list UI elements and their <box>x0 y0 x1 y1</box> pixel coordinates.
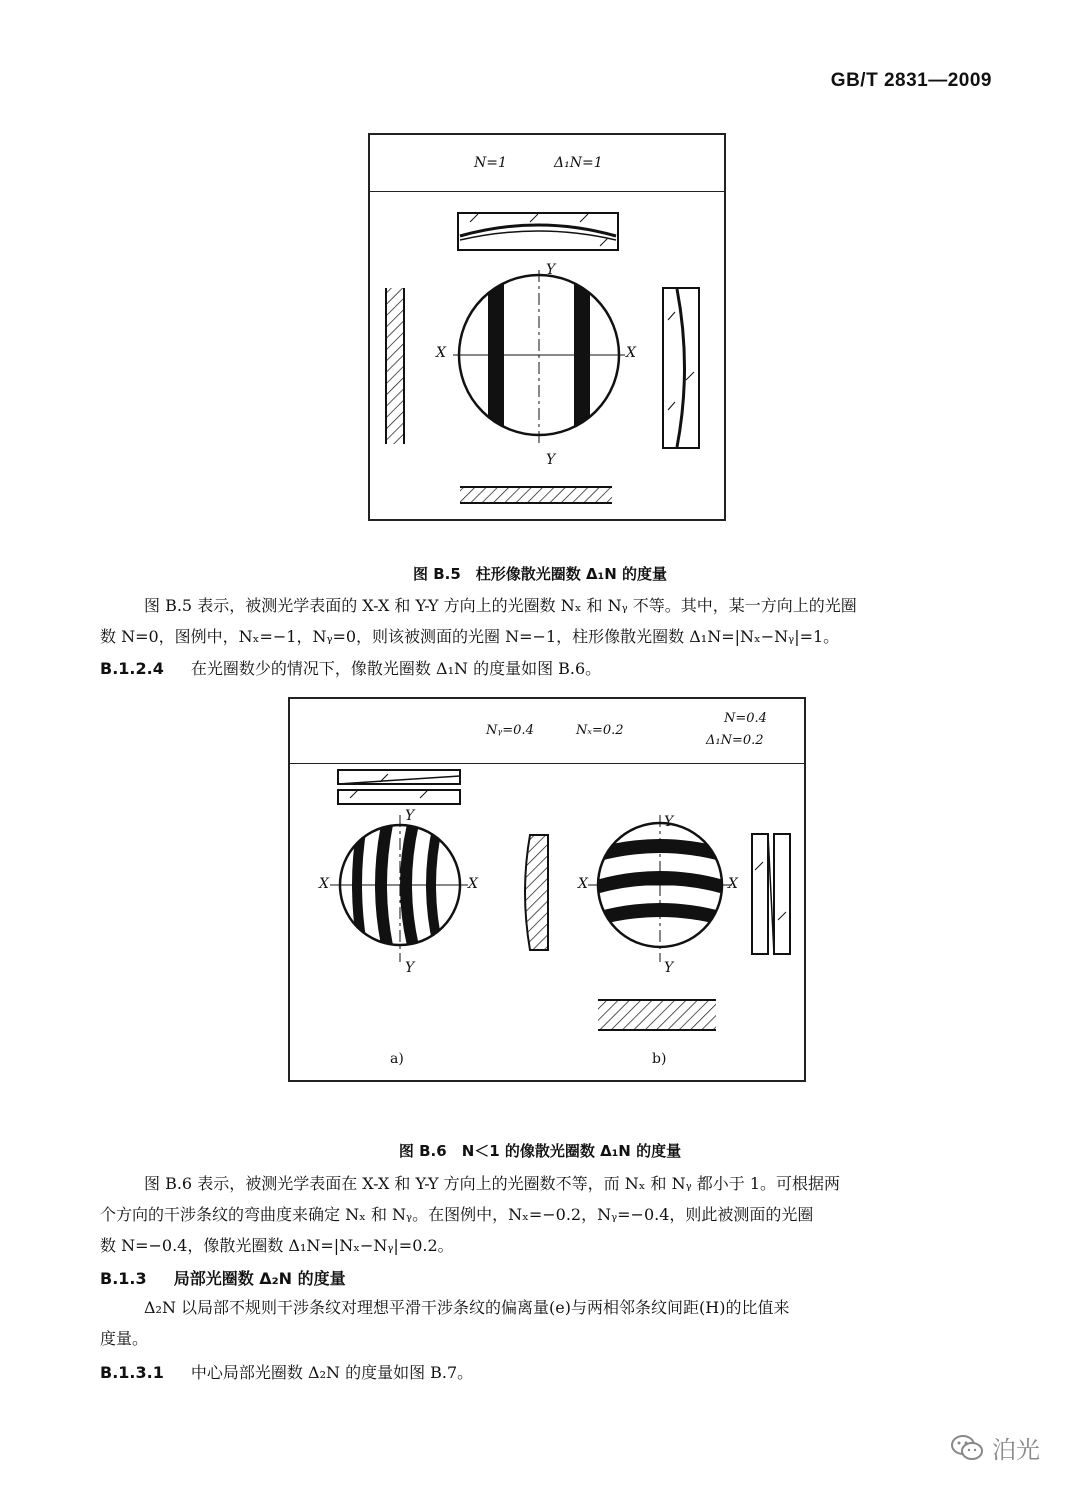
paragraph-line: 图 B.6 表示，被测光学表面在 X-X 和 Y-Y 方向上的光圈数不等，而 Nₓ 和 Nᵧ 都小于 1。可根据两 <box>144 1174 841 1193</box>
figure-b6b-axis-x-right: X <box>728 876 738 892</box>
wechat-icon <box>950 1433 984 1463</box>
figure-b5-interferogram <box>453 270 625 445</box>
section-b1-3-1 <box>100 1360 473 1383</box>
watermark-text: 泊光 <box>992 1436 1040 1464</box>
paragraph-b6-description <box>100 1168 990 1261</box>
figure-b6b-axis-x-left: X <box>578 876 588 892</box>
paragraph-b1-3-description <box>100 1292 990 1354</box>
figure-b6a-axis-x-right: X <box>468 876 478 892</box>
figure-b5-left-plate <box>386 288 404 444</box>
figure-b6-n-label: N=0.4 <box>724 711 767 726</box>
figure-b6-ny-label: Nᵧ=0.4 <box>486 723 534 738</box>
figure-b6-header <box>290 699 804 764</box>
figure-b6a-axis-y-bottom: Y <box>405 960 415 976</box>
figure-b6-d1n-label: Δ₁N=0.2 <box>706 733 764 748</box>
section-text: 局部光圈数 Δ₂N 的度量 <box>173 1269 346 1288</box>
paragraph-line: 数 N=−0.4，像散光圈数 Δ₁N=|Nₓ−Nᵧ|=0.2。 <box>100 1236 454 1255</box>
section-text: 在光圈数少的情况下，像散光圈数 Δ₁N 的度量如图 B.6。 <box>190 659 602 678</box>
figure-b5-bottom-plate <box>460 487 612 503</box>
figure-b6a-axis-x-left: X <box>319 876 329 892</box>
figure-b6-sublabel-a: a) <box>390 1051 404 1067</box>
section-b1-3 <box>100 1266 346 1289</box>
paragraph-b5-description <box>100 590 990 652</box>
figure-b6-nx-label: Nₓ=0.2 <box>576 723 624 738</box>
figure-b5-top-plate <box>458 213 618 250</box>
figure-b5-axis-y-top: Y <box>546 262 556 278</box>
paragraph-line: 个方向的干涉条纹的弯曲度来确定 Nₓ 和 Nᵧ。在图例中，Nₓ=−0.2，Nᵧ=−0.4，则此被测面的光圈 <box>100 1205 814 1224</box>
figure-b6-sublabel-b: b) <box>652 1051 667 1067</box>
section-b1-2-4 <box>100 656 601 679</box>
paragraph-line: 数 N=0，图例中，Nₓ=−1，Nᵧ=0，则该被测面的光圈 N=−1，柱形像散光圈数 Δ₁N=|Nₓ−Nᵧ|=1。 <box>100 627 840 646</box>
figure-b5-axis-y-bottom: Y <box>546 452 556 468</box>
standard-number: GB/T 2831—2009 <box>830 70 992 91</box>
figure-b5-axis-x-left: X <box>436 345 446 361</box>
figure-b6b-axis-y-bottom: Y <box>664 960 674 976</box>
figure-b6b-axis-y-top: Y <box>664 814 674 830</box>
section-number: B.1.3.1 <box>100 1363 164 1382</box>
figure-b6-caption: 图 B.6 N＜1 的像散光圈数 Δ₁N 的度量 <box>398 1142 682 1160</box>
figure-b5-n-label: N=1 <box>474 155 507 171</box>
section-text: 中心局部光圈数 Δ₂N 的度量如图 B.7。 <box>190 1363 474 1382</box>
watermark <box>950 1430 1040 1465</box>
section-number: B.1.2.4 <box>100 659 164 678</box>
figure-b5-caption: 图 B.5 柱形像散光圈数 Δ₁N 的度量 <box>413 565 667 583</box>
figure-b5-right-plate <box>663 288 699 448</box>
figure-b5-axis-x-right: X <box>626 345 636 361</box>
figure-b6a-axis-y-top: Y <box>405 808 415 824</box>
paragraph-line: Δ₂N 以局部不规则干涉条纹对理想平滑干涉条纹的偏离量(e)与两相邻条纹间距(H)的比值来 <box>144 1298 790 1317</box>
paragraph-line: 度量。 <box>100 1329 149 1348</box>
paragraph-line: 图 B.5 表示，被测光学表面的 X-X 和 Y-Y 方向上的光圈数 Nₓ 和 Nᵧ 不等。其中，某一方向上的光圈 <box>144 596 857 615</box>
figure-b5-d1n-label: Δ₁N=1 <box>554 155 603 171</box>
section-number: B.1.3 <box>100 1269 147 1288</box>
